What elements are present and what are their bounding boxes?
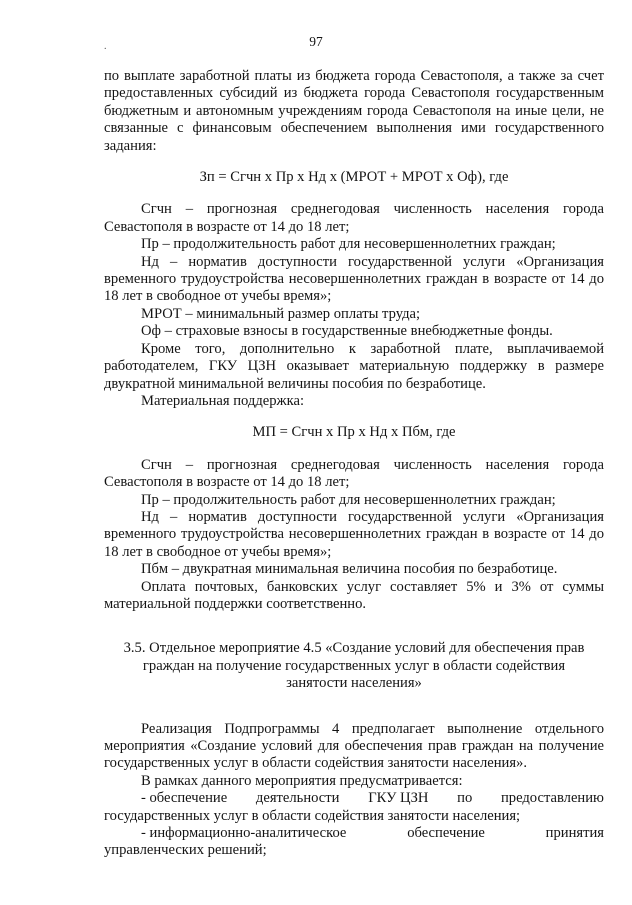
definition: Сгчн – прогнозная среднегодовая численность населения города Севастополя в возрасте от 14 до 18 лет;	[104, 201, 604, 235]
definition: Оф – страховые взносы в государственные внебюджетные фонды.	[141, 323, 553, 340]
bullet-line	[104, 790, 604, 807]
formula-salary: Зп = Сгчн х Пр х Нд х (МРОТ + МРОТ х Оф), где	[199, 169, 509, 186]
heading-line: 3.5. Отдельное мероприятие 4.5 «Создание условий для обеспечения прав	[123, 640, 585, 657]
bullet-word: по	[457, 790, 473, 807]
paragraph: Оплата почтовых, банковских услуг составляет 5% и 3% от суммы материальной поддержки соответственно.	[104, 578, 604, 612]
document-body	[104, 68, 604, 860]
bullet-word: принятия	[545, 825, 604, 842]
bullet-line	[104, 825, 604, 842]
bullet-word: - обеспечение	[141, 790, 228, 807]
paragraph: Реализация Подпрограммы 4 предполагает выполнение отдельного мероприятия «Создание условий для обеспечения прав граждан на получение государственных услуг в области содействия занятости населения».	[104, 720, 604, 772]
paragraph: В рамках данного мероприятия предусматривается:	[141, 772, 463, 789]
definition: Нд – норматив доступности государственной услуги «Организация временного трудоустройства несовершеннолетних граждан в возрасте от 14 до 18 лет в свободное от учебы время»;	[104, 253, 604, 305]
definition: Пбм – двукратная минимальная величина пособия по безработице.	[141, 561, 558, 578]
bullet-continuation: управленческих решений;	[104, 842, 267, 859]
definition: Нд – норматив доступности государственной услуги «Организация временного трудоустройства несовершеннолетних граждан в возрасте от 14 до 18 лет в свободное от учебы время»;	[104, 508, 604, 560]
definition: Пр – продолжительность работ для несовершеннолетних граждан;	[141, 491, 556, 508]
bullet-word: обеспечение	[407, 825, 485, 842]
section-heading	[104, 640, 604, 692]
bullet-word: деятельности	[255, 790, 340, 807]
bullet-word: ГКУ ЦЗН	[368, 790, 429, 807]
bullet-continuation: государственных услуг в области содействия занятости населения;	[104, 807, 521, 824]
heading-line: граждан на получение государственных услуг в области содействия	[142, 657, 566, 674]
definition: Сгчн – прогнозная среднегодовая численность населения города Севастополя в возрасте от 14 до 18 лет;	[104, 456, 604, 491]
formula-support: МП = Сгчн х Пр х Нд х Пбм, где	[252, 424, 456, 441]
bullet-word: предоставлению	[500, 790, 604, 807]
paragraph: по выплате заработной платы из бюджета города Севастополя, а также за счет предоставленных субсидий из бюджета города Севастополя государственным бюджетным и автономным учреждениям города Севастополя на иные цели, не связанные с финансовым обеспечением выполнения ими государственного задания:	[104, 68, 604, 154]
definition: Пр – продолжительность работ для несовершеннолетних граждан;	[141, 236, 556, 253]
paragraph: Материальная поддержка:	[141, 392, 305, 409]
heading-line: занятости населения»	[286, 675, 422, 692]
page-number: 97	[309, 34, 323, 49]
definition: МРОТ – минимальный размер оплаты труда;	[141, 305, 421, 322]
bullet-word: - информационно-аналитическое	[141, 825, 347, 842]
paragraph: Кроме того, дополнительно к заработной плате, выплачиваемой работодателем, ГКУ ЦЗН оказывает материальную поддержку в размере двукратной минимальной величины пособия по безработице.	[104, 340, 604, 392]
corner-mark: .	[104, 41, 107, 52]
